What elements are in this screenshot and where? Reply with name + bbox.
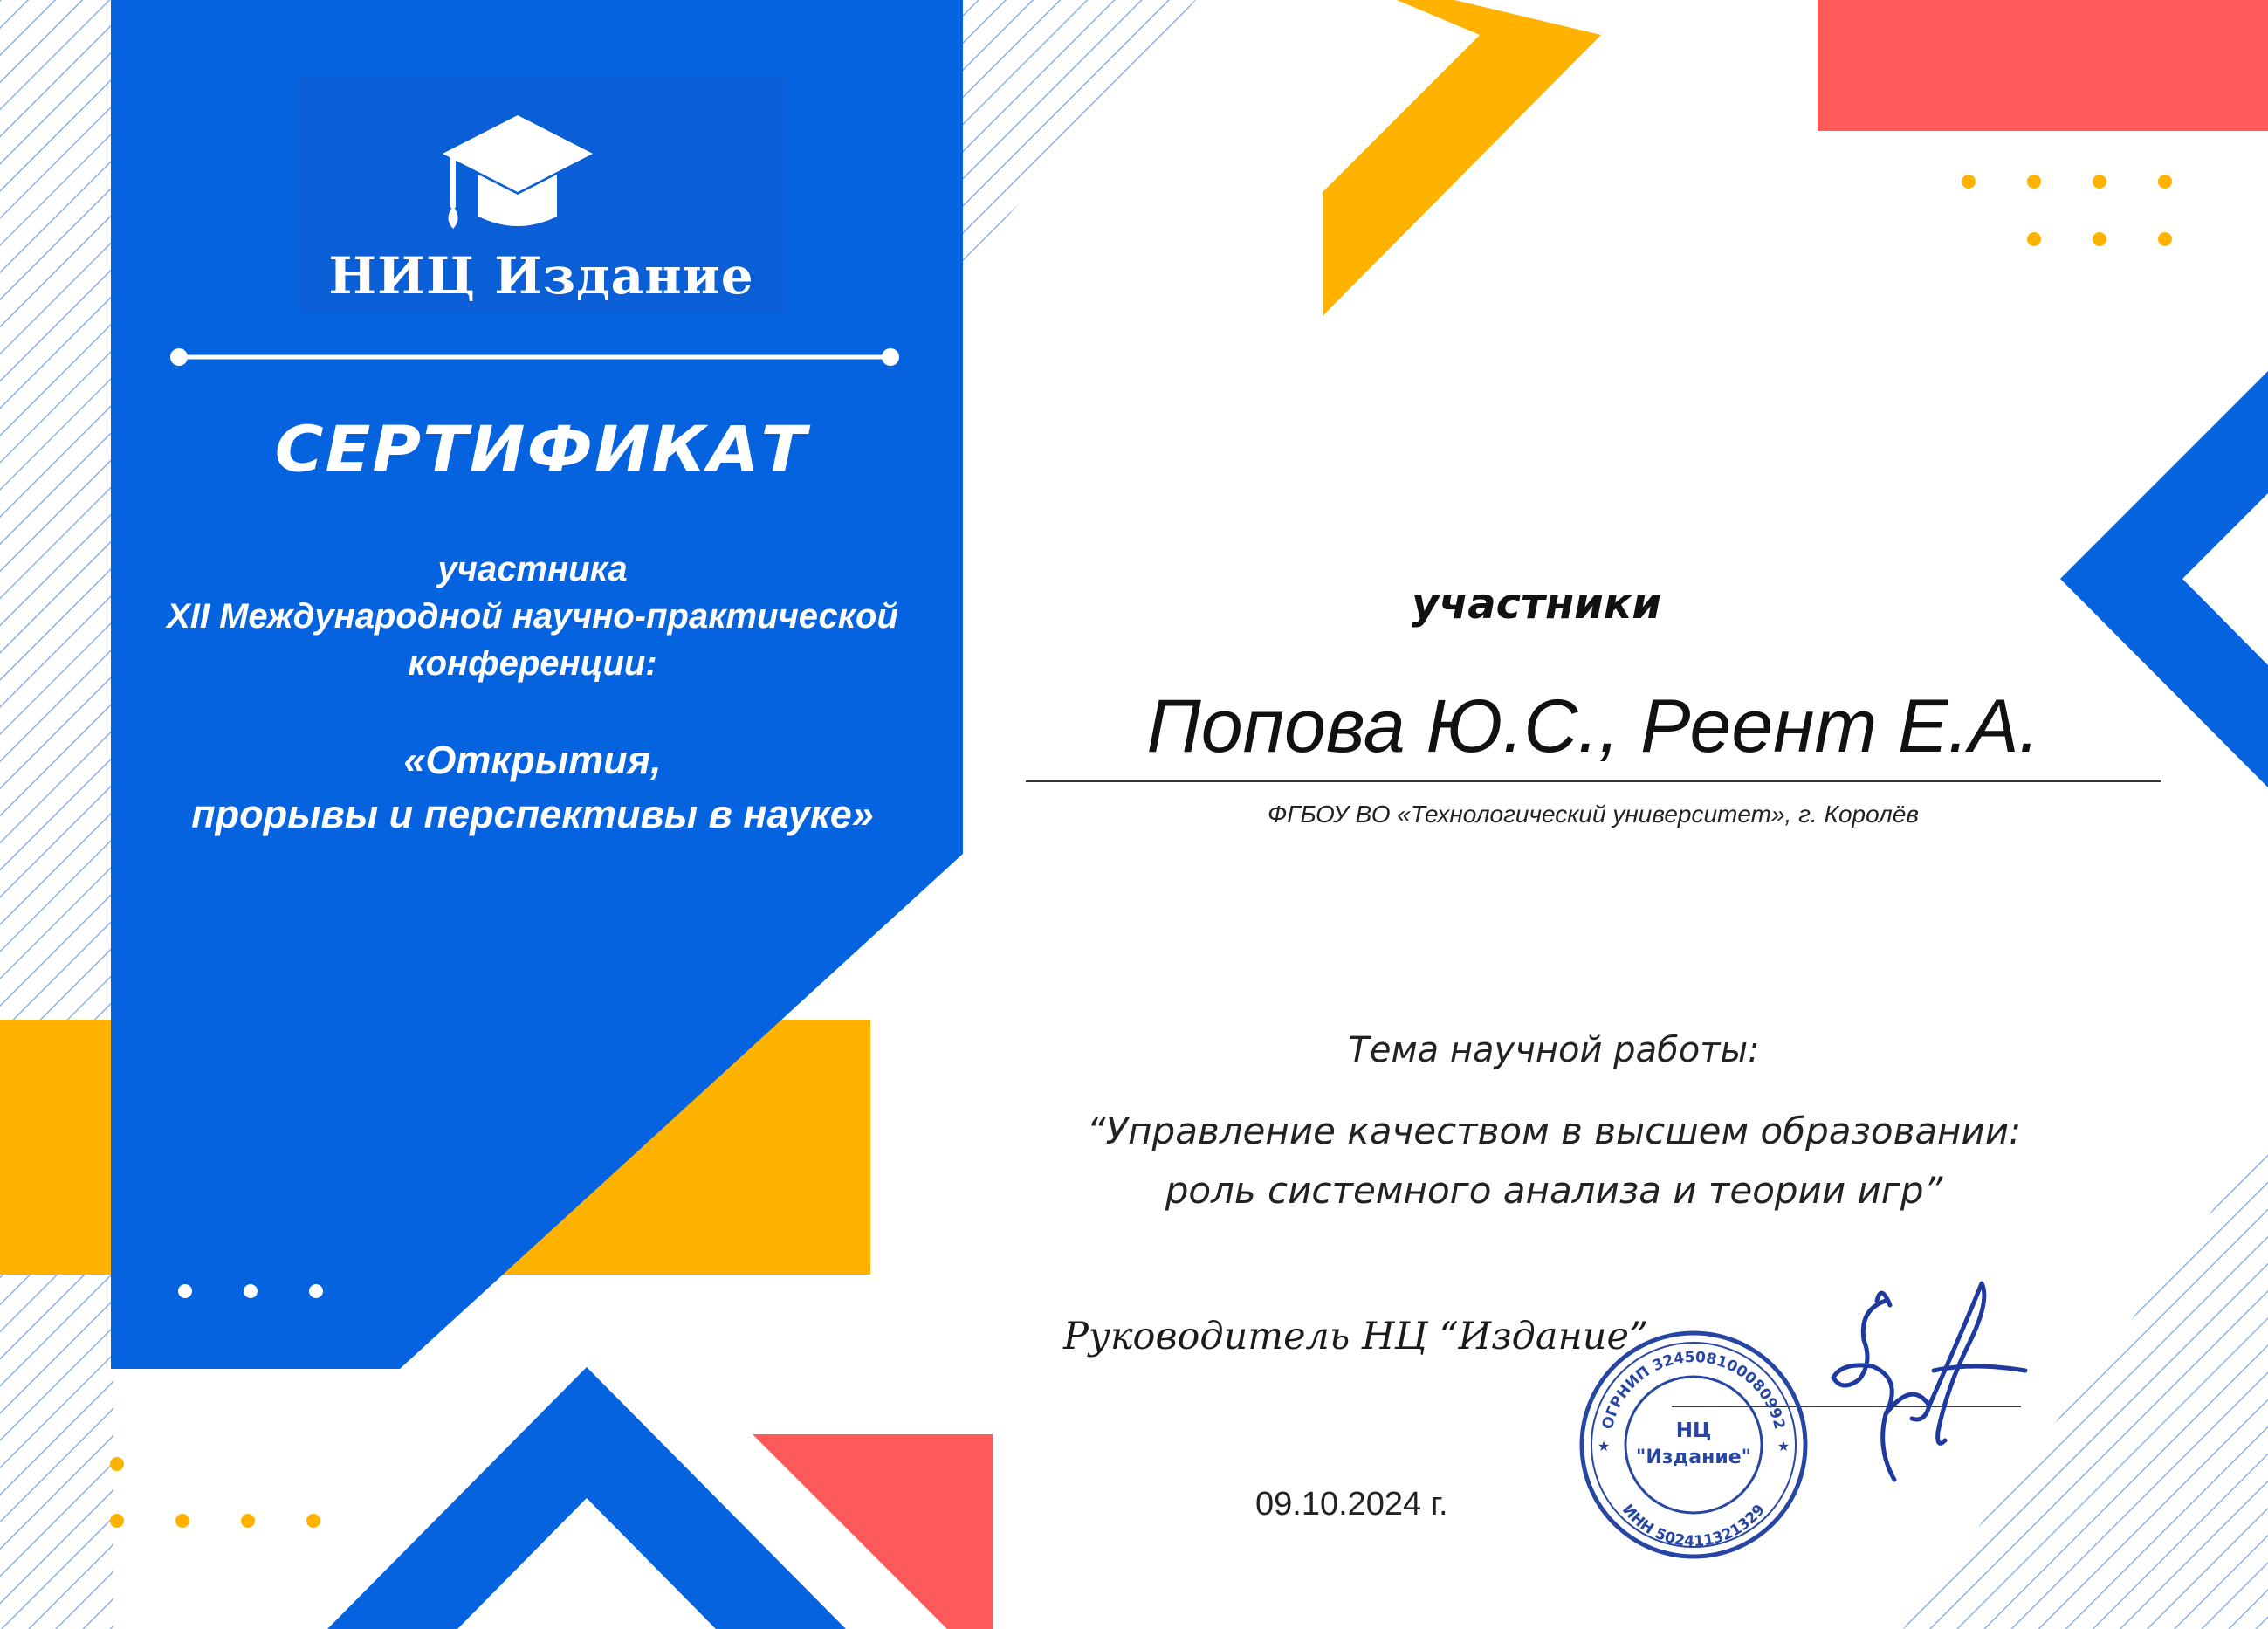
white-dot bbox=[244, 1284, 258, 1298]
topic-title-line: “Управление качеством в высшем образовании: bbox=[1086, 1110, 2022, 1152]
yellow-dot bbox=[2158, 232, 2172, 246]
yellow-dot bbox=[110, 1457, 124, 1471]
yellow-dot bbox=[241, 1514, 255, 1528]
organization: ФГБОУ ВО «Технологический университет», г. Королёв bbox=[1267, 801, 1920, 828]
divider-dot bbox=[170, 348, 188, 366]
stripe-band-top bbox=[960, 0, 1196, 271]
topic-title-line: роль системного анализа и теории игр” bbox=[1165, 1169, 1943, 1212]
blue-chevron-bottom bbox=[327, 1367, 846, 1629]
stamp-ring-bottom: ИНН 502411321329 bbox=[1619, 1501, 1769, 1551]
topic-label: Тема научной работы: bbox=[1348, 1030, 1760, 1070]
signature bbox=[1825, 1275, 2034, 1484]
conference-name-line: «Открытия, bbox=[403, 738, 662, 782]
topic-title bbox=[1030, 1102, 2078, 1220]
stamp bbox=[1576, 1327, 1811, 1563]
certificate-title: СЕРТИФИКАТ bbox=[274, 412, 808, 486]
participant-names: Попова Ю.С., Реент Е.А. bbox=[1146, 684, 2040, 768]
yellow-dot bbox=[2158, 175, 2172, 189]
white-dot bbox=[309, 1284, 323, 1298]
director-position: Руководитель НЦ “Издание” bbox=[1063, 1315, 1648, 1358]
participants-label: участники bbox=[1412, 580, 1661, 629]
stripe-band-left bbox=[0, 0, 113, 1629]
yellow-dot bbox=[175, 1514, 189, 1528]
svg-text:★: ★ bbox=[1777, 1438, 1790, 1454]
white-dot bbox=[178, 1284, 192, 1298]
conference-description bbox=[113, 546, 952, 687]
yellow-dot bbox=[2093, 175, 2106, 189]
issue-date: 09.10.2024 г. bbox=[1255, 1486, 1448, 1522]
yellow-dot bbox=[110, 1514, 124, 1528]
red-rectangle-top bbox=[1818, 0, 2268, 131]
logo-name: НИЦ Издание bbox=[328, 246, 754, 306]
conference-name bbox=[113, 733, 952, 842]
stamp-ring-top: ОГРНИП 324508100080992 bbox=[1598, 1348, 1789, 1432]
yellow-dot bbox=[2093, 232, 2106, 246]
stamp-center-line2: "Издание" bbox=[1635, 1447, 1752, 1468]
conference-line: участника bbox=[437, 550, 628, 588]
name-underline bbox=[1026, 780, 2161, 782]
yellow-dot bbox=[2027, 232, 2041, 246]
conference-line: конференции: bbox=[408, 644, 657, 683]
yellow-dot bbox=[1962, 175, 1976, 189]
yellow-dot bbox=[306, 1514, 320, 1528]
svg-text:★: ★ bbox=[1597, 1438, 1611, 1454]
stamp-center-line1: НЦ bbox=[1675, 1419, 1712, 1442]
yellow-chevron-top bbox=[1323, 0, 1601, 316]
yellow-dot bbox=[2027, 175, 2041, 189]
conference-line: XII Международной научно-практической bbox=[167, 597, 898, 636]
conference-name-line: прорывы и перспективы в науке» bbox=[191, 792, 874, 836]
divider-dot bbox=[882, 348, 899, 366]
